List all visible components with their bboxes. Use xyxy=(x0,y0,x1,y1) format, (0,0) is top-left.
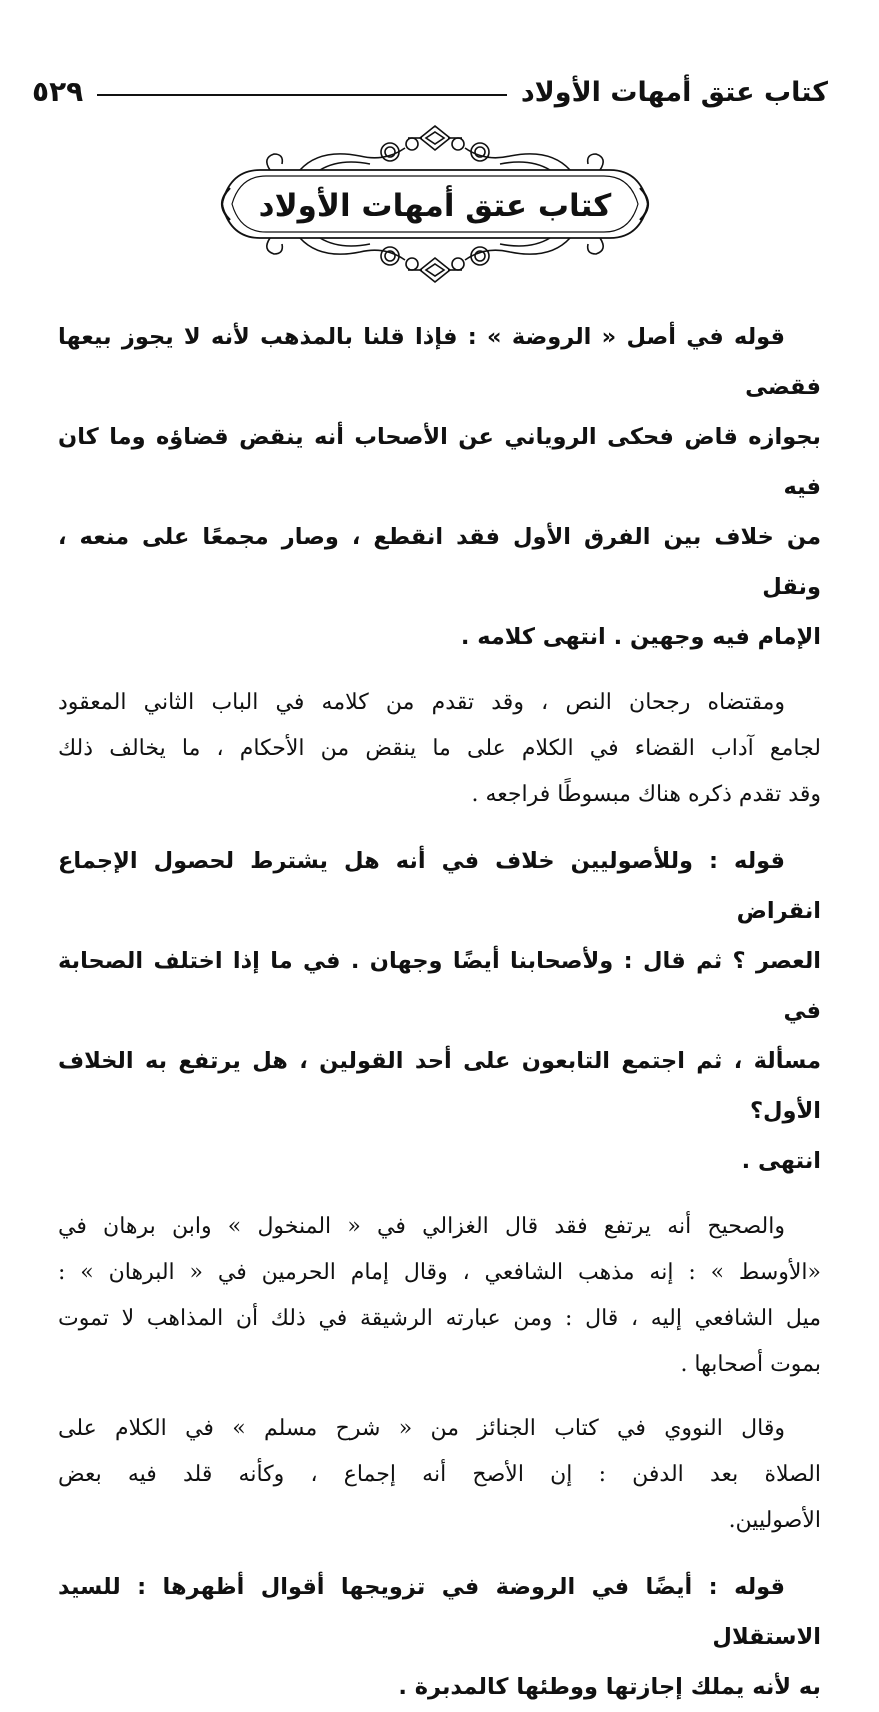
text-line: لجامع آداب القضاء في الكلام على ما ينقض من الأحكام ، ما يخالف ذلك xyxy=(58,736,821,761)
running-title: كتاب عتق أمهات الأولاد xyxy=(520,76,828,108)
page-number: ٥٢٩ xyxy=(32,75,84,108)
paragraph-2 xyxy=(58,680,821,818)
header-rule xyxy=(97,94,507,96)
text-line: والصحيح أنه يرتفع فقد قال الغزالي في « المنخول » وابن برهان في xyxy=(58,1214,785,1239)
text-line: مسألة ، ثم اجتمع التابعون على أحد القولين ، هل يرتفع به الخلاف الأول؟ xyxy=(58,1048,821,1124)
paragraph-3 xyxy=(58,836,821,1186)
text-line: الإمام فيه وجهين . انتهى كلامه . xyxy=(460,624,821,650)
paragraph-4 xyxy=(58,1204,821,1388)
text-line: الأصوليين. xyxy=(728,1508,821,1533)
text-line: وقال النووي في كتاب الجنائز من « شرح مسلم » في الكلام على xyxy=(58,1416,785,1441)
text-line: «الأوسط » : إنه مذهب الشافعي ، وقال إمام الحرمين في « البرهان » : xyxy=(58,1260,821,1285)
page-body xyxy=(58,312,821,1712)
text-line: العصر ؟ ثم قال : ولأصحابنا أيضًا وجهان . في ما إذا اختلف الصحابة في xyxy=(58,948,821,1024)
paragraph-5 xyxy=(58,1406,821,1544)
paragraph-1 xyxy=(58,312,821,662)
text-line: انتهى . xyxy=(741,1148,821,1174)
running-header xyxy=(32,70,828,114)
text-line: بموت أصحابها . xyxy=(680,1352,821,1377)
text-line: قوله : أيضًا في الروضة في تزويجها أقوال أظهرها : للسيد الاستقلال xyxy=(58,1574,821,1650)
text-line: ميل الشافعي إليه ، قال : ومن عبارته الرشيقة في ذلك أن المذاهب لا تموت xyxy=(58,1306,821,1331)
text-line: به لأنه يملك إجازتها ووطئها كالمدبرة . xyxy=(398,1674,821,1700)
text-line: بجوازه قاض فحكى الروياني عن الأصحاب أنه ينقض قضاؤه وما كان فيه xyxy=(58,424,821,500)
text-line: ومقتضاه رجحان النص ، وقد تقدم من كلامه في الباب الثاني المعقود xyxy=(58,690,785,715)
paragraph-6 xyxy=(58,1562,821,1712)
text-line: قوله في أصل « الروضة » : فإذا قلنا بالمذهب لأنه لا يجوز بيعها فقضى xyxy=(58,324,821,400)
text-line: وقد تقدم ذكره هناك مبسوطًا فراجعه . xyxy=(471,782,821,807)
text-line: من خلاف بين الفرق الأول فقد انقطع ، وصار مجمعًا على منعه ، ونقل xyxy=(58,524,821,600)
text-line: الصلاة بعد الدفن : إن الأصح أنه إجماع ، وكأنه قلد فيه بعض xyxy=(58,1462,821,1487)
chapter-title: كتاب عتق أمهات الأولاد xyxy=(258,188,612,224)
text-line: قوله : وللأصوليين خلاف في أنه هل يشترط لحصول الإجماع انقراض xyxy=(58,848,821,924)
